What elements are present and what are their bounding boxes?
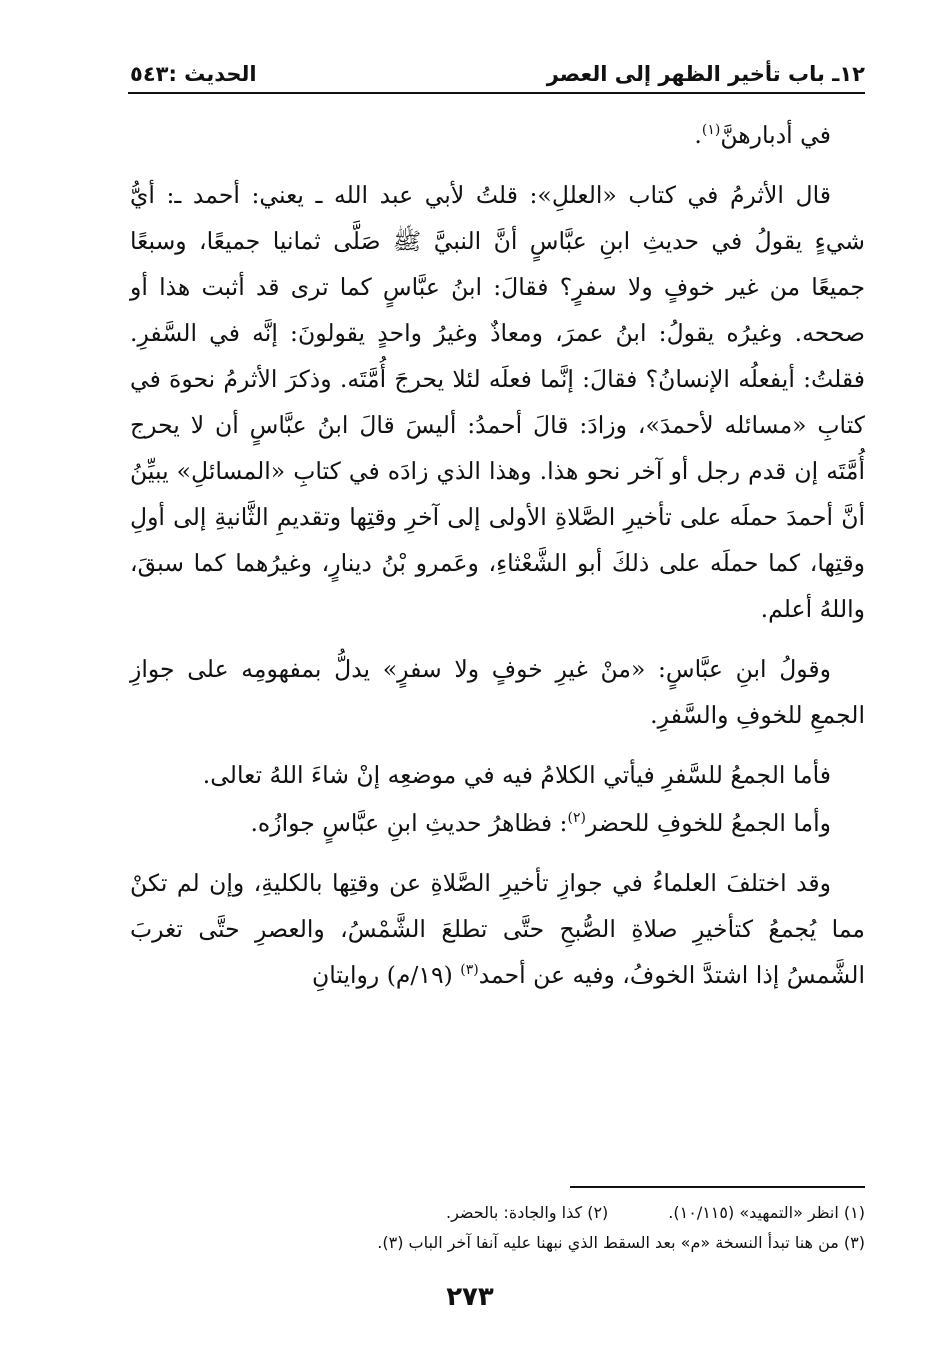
hadith-number: الحديث :٥٤٣ [130,62,257,86]
footnote-divider [570,1186,865,1188]
main-text [130,112,865,1012]
paragraph-3: وقولُ ابنِ عبَّاسٍ: «منْ غيرِ خوفٍ ولا سفرٍ» يدلُّ بمفهومِه على جوازِ الجمعِ للخوفِ والسَّفرِ. [130,655,865,729]
footnote-ref-3: (٣) [460,962,479,979]
footnote-row [130,1198,865,1228]
header-divider [128,92,865,94]
paragraph-5: وأما الجمعُ للخوفِ للحضر$^{(٢)}$: فظاهرُ حديثِ ابنِ عبَّاسٍ جوازُه. [250,809,831,837]
footnote-3: (٣) من هنا تبدأ النسخة «م» بعد السقط الذي نبهنا عليه آنفا آخر الباب (٣). [377,1233,865,1252]
footnote-2: (٢) كذا والجادة: بالحضر. [446,1203,609,1222]
chapter-title: ١٢ـ باب تأخير الظهر إلى العصر [546,62,865,86]
footnotes [130,1198,865,1258]
running-header [130,52,865,86]
footnote-ref-2: (٢) [567,810,586,827]
paragraph-4: فأما الجمعُ للسَّفرِ فيأتي الكلامُ فيه في موضعِه إنْ شاءَ اللهُ تعالى. [202,761,831,789]
paragraph-2: قال الأثرمُ في كتاب «العللِ»: قلتُ لأبي عبد الله ـ يعني: أحمد ـ: أيُّ شيءٍ يقولُ في حديثِ ابنِ عبَّاسٍ أنَّ النبيَّ ﷺ صَلَّى ثمانيا جميعًا، وسبعًا جميعًا من غير خوفٍ ولا سفرٍ؟ فقالَ: ابنُ عبَّاسٍ كما ترى قد أثبت هذا أو صححه. وغيرُه يقولُ: ابنُ عمرَ، ومعاذٌ وغيرُ واحدٍ يقولونَ: إنَّه في السَّفرِ. فقلتُ: أيفعلُه الإنسانُ؟ فقالَ: إنَّما فعلَه لئلا يحرجَ أُمَّتَه. وذكرَ الأثرمُ نحوهَ في كتابِ «مسائله لأحمدَ»، وزادَ: قالَ أحمدُ: أليسَ قالَ ابنُ عبَّاسٍ أن لا يحرج أُمَّتَه إن قدم رجل أو آخر نحو هذا. وهذا الذي زادَه في كتابِ «المسائلِ» يبيِّنُ أنَّ أحمدَ حملَه على تأخيرِ الصَّلاةِ الأولى إلى آخرِ وقتِها وتقديمِ الثَّانيةِ إلى أولِ وقتِها، كما حملَه على ذلكَ أبو الشَّعْثاءِ، وعَمرو بْنُ دينارٍ، وغيرُهما كما سبقَ، واللهُ أعلم. [130,181,865,623]
page-number: ٢٧٣ [446,1282,494,1312]
paragraph-6: وقد اختلفَ العلماءُ في جوازِ تأخيرِ الصَّلاةِ عن وقتِها بالكليةِ، وإن لم تكنْ مما يُجمعُ كتأخيرِ صلاةِ الصُّبحِ حتَّى تطلعَ الشَّمْسُ، والعصرِ حتَّى تغربَ الشَّمسُ إذا اشتدَّ الخوفُ، وفيه عن أحمد$^{(٣)}$ (١٩/م) روايتانِ [130,869,865,989]
footnote-ref-1: (١) [701,122,721,139]
footnote-1: (١) انظر «التمهيد» (١٠/١١٥). [668,1203,865,1222]
paragraph-1: في أدبارهنَّ$^{(١)}$. [694,121,831,149]
